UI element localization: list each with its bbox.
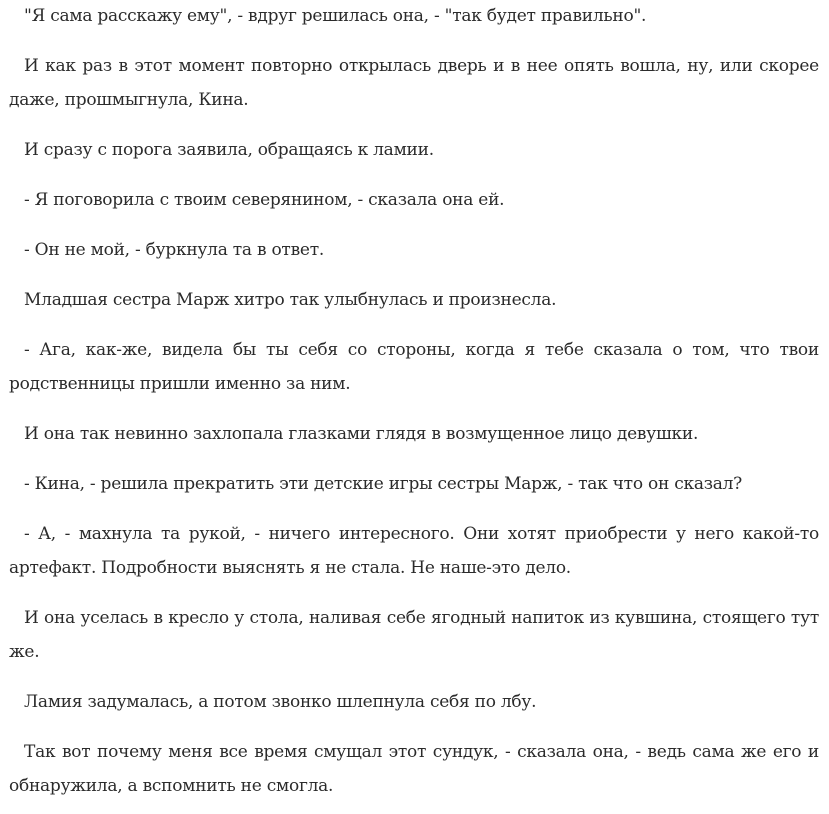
paragraph: - Я поговорила с твоим северянином, - сказала она ей.	[24, 190, 505, 210]
paragraph: Так вот почему меня все время смущал этот сундук, - сказала она, - ведь сама же его и обнаружила, а вспомнить не смогла.	[9, 742, 819, 796]
paragraph: Ламия задумалась, а потом звонко шлепнула себя по лбу.	[24, 692, 537, 712]
paragraph: - Ага, как-же, видела бы ты себя со стороны, когда я тебе сказала о том, что твои родственницы пришли именно за ним.	[9, 340, 819, 394]
paragraph: - Кина, - решила прекратить эти детские игры сестры Марж, - так что он сказал?	[24, 474, 743, 494]
paragraph: - Он не мой, - буркнула та в ответ.	[24, 240, 325, 260]
paragraph: "Я сама расскажу ему", - вдруг решилась она, - "так будет правильно".	[24, 6, 647, 26]
paragraph: - А, - махнула та рукой, - ничего интересного. Они хотят приобрести у него какой-то артефакт. Подробности выяснять я не стала. Не наше-это дело.	[9, 524, 819, 578]
paragraph: И она уселась в кресло у стола, наливая себе ягодный напиток из кувшина, стоящего тут же.	[9, 608, 819, 662]
paragraph: И как раз в этот момент повторно открылась дверь и в нее опять вошла, ну, или скорее даже, прошмыгнула, Кина.	[9, 56, 819, 110]
paragraph: Младшая сестра Марж хитро так улыбнулась и произнесла.	[24, 290, 557, 310]
paragraph: И сразу с порога заявила, обращаясь к ламии.	[24, 140, 434, 160]
paragraph: И она так невинно захлопала глазками глядя в возмущенное лицо девушки.	[24, 424, 699, 444]
